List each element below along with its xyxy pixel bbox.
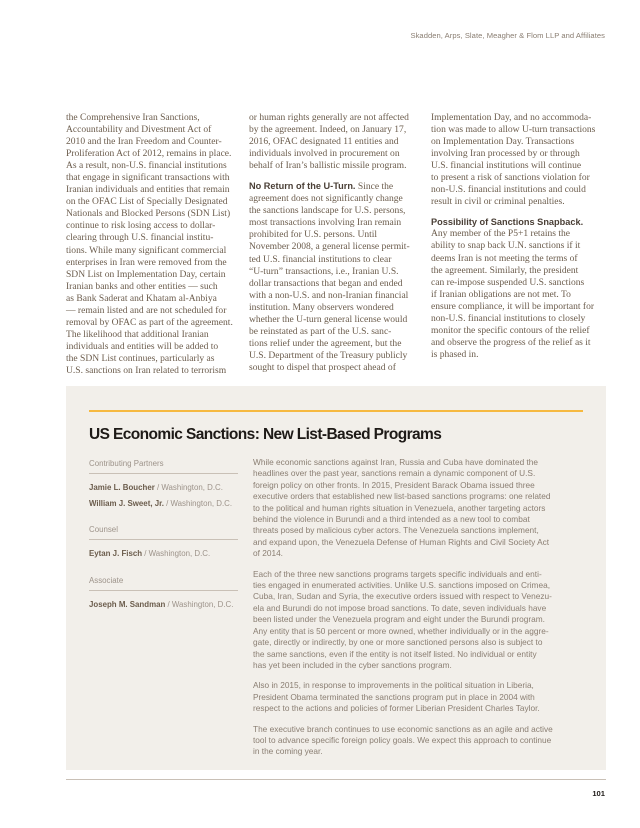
text-line: the SDN List continues, particularly as bbox=[66, 352, 215, 364]
text-line: President Obama terminated the sanctions program put in place in 2004 with bbox=[253, 691, 535, 702]
text-line: and expand upon, the Venezuela Defense of Human Rights and Civil Society Act bbox=[253, 536, 550, 547]
text-line: that engage in significant transactions with bbox=[66, 172, 230, 184]
text-line: removal by OFAC as part of the agreement. bbox=[66, 316, 233, 328]
text-line: the agreement. Similarly, the president bbox=[431, 264, 579, 276]
text-line: whether the U-turn general license would bbox=[249, 313, 408, 325]
contact-name: Joseph M. Sandman bbox=[89, 599, 166, 609]
text-line: dollar transactions that began and ended bbox=[249, 277, 403, 289]
text-line: most transactions involving Iran remain bbox=[249, 217, 402, 229]
text-line: the same sanctions, even if the entity is not itself listed. No individual or entity bbox=[253, 648, 537, 659]
text-line: U.S. sanctions on Iran related to terrorism bbox=[66, 364, 227, 376]
text-line: non-U.S. financial institutions to closely bbox=[431, 312, 586, 324]
text-line: Iranian individuals and entities that remain bbox=[66, 184, 230, 196]
contact-entry bbox=[89, 498, 238, 514]
text-line: sought to dispel that prospect ahead of bbox=[249, 361, 396, 373]
text-line: be reinstated as part of the U.S. sanc- bbox=[249, 325, 392, 337]
text-line: ted U.S. financial institutions to clear bbox=[249, 253, 392, 265]
section-heading-u-turn: No Return of the U-Turn. bbox=[249, 181, 356, 192]
contact-group-label: Counsel bbox=[89, 525, 118, 534]
text-line: ties engaged in enumerated activities. Unlike U.S. sanctions imposed on Crimea, bbox=[253, 580, 550, 591]
text-line: “U-turn” transactions, i.e., Iranian U.S. bbox=[249, 265, 399, 277]
divider bbox=[89, 590, 238, 591]
text-line: agreement does not significantly change bbox=[249, 193, 403, 205]
text-line: enterprises in Iran were removed from the bbox=[66, 256, 227, 268]
contact-name: Jamie L. Boucher bbox=[89, 483, 155, 492]
contact-location: / Washington, D.C. bbox=[142, 549, 211, 558]
sidebar-paragraph bbox=[253, 724, 588, 758]
text-line: tions. While many significant commercial bbox=[66, 244, 227, 256]
sidebar-paragraph bbox=[253, 569, 588, 672]
article-paragraph bbox=[249, 180, 425, 374]
contacts-list bbox=[89, 457, 238, 614]
text-line: of 2014. bbox=[253, 548, 283, 559]
article-paragraph bbox=[249, 112, 425, 172]
text-line: Accountability and Divestment Act of bbox=[66, 124, 212, 136]
contact-location: / Washington, D.C. bbox=[154, 483, 223, 492]
text-line: ability to snap back U.N. sanctions if it bbox=[431, 240, 581, 252]
contact-entry bbox=[89, 599, 238, 615]
text-line: SDN List on Implementation Day, certain bbox=[66, 268, 226, 280]
contact-location: / Washington, D.C. bbox=[165, 599, 234, 609]
text-line: tool to advance specific foreign policy goals. We expect this approach to continue bbox=[253, 734, 552, 745]
text-line: ensure compliance, it will be important for bbox=[431, 300, 595, 312]
text-line: deems Iran is not meeting the terms of bbox=[431, 252, 578, 264]
text-line: Implementation Day, and no accommoda- bbox=[431, 112, 592, 123]
contact-group-label: Associate bbox=[89, 575, 124, 585]
text-line: is phased in. bbox=[431, 348, 479, 360]
text-line: continue to risk losing access to dollar- bbox=[66, 220, 216, 232]
text-line: individuals involved in procurement on bbox=[249, 148, 400, 160]
text-line: tion was made to allow U-turn transactions bbox=[431, 124, 596, 136]
text-line: non-U.S. financial institutions and could bbox=[431, 184, 586, 196]
text-line: headlines over the past year, sanctions remain a dynamic component of U.S. bbox=[253, 468, 536, 479]
text-line: 2010 and the Iran Freedom and Counter- bbox=[66, 136, 222, 148]
text-line: Any entity that is 50 percent or more owned, whether individually or in the aggre- bbox=[253, 625, 549, 636]
contact-group-label: Contributing Partners bbox=[89, 459, 164, 468]
contact-name: Eytan J. Fisch bbox=[89, 549, 143, 558]
text-line: with a non-U.S. and non-Iranian financial bbox=[249, 289, 409, 301]
divider bbox=[89, 539, 238, 540]
contact-location: / Washington, D.C. bbox=[163, 498, 233, 508]
footer-rule bbox=[66, 779, 606, 780]
text-line: individuals and entities will be added to bbox=[66, 340, 219, 352]
sidebar-paragraph bbox=[253, 680, 588, 714]
paragraph-text: Since the bbox=[355, 181, 394, 193]
text-line: Nationals and Blocked Persons (SDN List) bbox=[66, 208, 231, 220]
text-line: behalf of Iran’s ballistic missile program. bbox=[249, 160, 407, 172]
article-paragraph bbox=[431, 112, 607, 208]
text-line: the Comprehensive Iran Sanctions, bbox=[66, 112, 200, 123]
divider bbox=[89, 473, 238, 474]
text-line: Each of the three new sanctions programs targets specific individuals and enti- bbox=[253, 568, 542, 579]
accent-rule bbox=[89, 410, 583, 412]
sidebar-box bbox=[66, 386, 606, 770]
text-line: The executive branch continues to use economic sanctions as an agile and active bbox=[253, 723, 553, 734]
text-line: in the coming year. bbox=[253, 746, 323, 757]
text-line: can re-impose suspended U.S. sanctions bbox=[431, 276, 585, 288]
text-line: tions relief under the agreement, but the bbox=[249, 337, 402, 349]
text-line: As a result, non-U.S. financial institutions bbox=[66, 160, 227, 172]
text-line: on Implementation Day. Transactions bbox=[431, 136, 575, 148]
text-line: November 2008, a general license permit- bbox=[249, 241, 410, 253]
text-line: ela and Burundi do not impose broad sanctions. To date, seven individuals have bbox=[253, 602, 547, 613]
text-line: behind the violence in Burundi and a third intended as a new tool to combat bbox=[253, 514, 530, 525]
text-line: Proliferation Act of 2012, remains in place. bbox=[66, 148, 232, 160]
text-line: been listed under the Venezuela program and eight under the Burundi program. bbox=[253, 614, 545, 625]
text-line: The likelihood that additional Iranian bbox=[66, 328, 209, 340]
text-line: or human rights generally are not affected bbox=[249, 112, 409, 123]
article-paragraph bbox=[66, 112, 242, 377]
text-line: prohibited for U.S. persons. Until bbox=[249, 229, 378, 241]
text-line: 2016, OFAC designated 11 entities and bbox=[249, 136, 399, 148]
contact-name: William J. Sweet, Jr. bbox=[89, 498, 164, 508]
text-line: institution. Many observers wondered bbox=[249, 301, 394, 313]
text-line: on the OFAC List of Specially Designated bbox=[66, 196, 228, 208]
text-line: gate, directly or indirectly, by one or more sanctioned persons also is subject to bbox=[253, 637, 543, 648]
article-paragraph bbox=[431, 216, 607, 361]
page-number: 101 bbox=[592, 789, 605, 798]
text-line: to the political and human rights situation in Venezuela, another targeting actors bbox=[253, 502, 546, 513]
text-line: involving Iran processed by or through bbox=[431, 148, 580, 160]
article-column-2 bbox=[249, 112, 425, 382]
text-line: foreign policy on other fronts. In 2015, President Barack Obama issued three bbox=[253, 479, 535, 490]
text-line: executive orders that established new list-based sanctions programs: one related bbox=[253, 491, 551, 502]
text-line: Also in 2015, in response to improvements in the political situation in Liberia, bbox=[253, 680, 534, 691]
sidebar-title: US Economic Sanctions: New List-Based Programs bbox=[89, 426, 442, 443]
article-column-1 bbox=[66, 112, 242, 385]
text-line: has yet been included in the cyber sanctions program. bbox=[253, 659, 452, 670]
text-line: result in civil or criminal penalties. bbox=[431, 196, 565, 208]
text-line: the sanctions landscape for U.S. persons, bbox=[249, 205, 406, 217]
section-heading-snapback: Possibility of Sanctions Snapback. bbox=[431, 217, 584, 228]
text-line: as Bank Saderat and Khatam al-Anbiya bbox=[66, 292, 217, 304]
running-header-firm-name: Skadden, Arps, Slate, Meagher & Flom LLP and Affiliates bbox=[410, 31, 605, 40]
text-line: U.S. Department of the Treasury publicly bbox=[249, 349, 408, 361]
article-column-3 bbox=[431, 112, 607, 369]
text-line: clearing through U.S. financial institu- bbox=[66, 232, 214, 244]
text-line: Cuba, Iran, Sudan and Syria, the executive orders issued with respect to Venezu- bbox=[253, 591, 552, 602]
sidebar-paragraph bbox=[253, 457, 588, 560]
text-line: and observe the progress of the relief as it bbox=[431, 336, 591, 348]
text-line: threats posed by malicious cyber actors. The Venezuela sanctions implement, bbox=[253, 525, 539, 536]
text-line: to present a risk of sanctions violation for bbox=[431, 172, 590, 184]
contact-entry bbox=[89, 482, 238, 498]
contact-entry bbox=[89, 548, 238, 564]
text-line: respect to the actions and policies of former Liberian President Charles Taylor. bbox=[253, 703, 540, 714]
text-line: Iranian banks and other entities — such bbox=[66, 280, 218, 292]
sidebar-body bbox=[253, 457, 588, 767]
text-line: While economic sanctions against Iran, Russia and Cuba have dominated the bbox=[253, 457, 539, 467]
text-line: Any member of the P5+1 retains the bbox=[431, 228, 571, 240]
text-line: — remain listed and are not scheduled for bbox=[66, 304, 227, 316]
text-line: monitor the specific contours of the relief bbox=[431, 324, 590, 336]
text-line: U.S. financial institutions will continue bbox=[431, 160, 582, 172]
text-line: if Iranian obligations are not met. To bbox=[431, 288, 571, 300]
text-line: by the agreement. Indeed, on January 17, bbox=[249, 124, 407, 136]
